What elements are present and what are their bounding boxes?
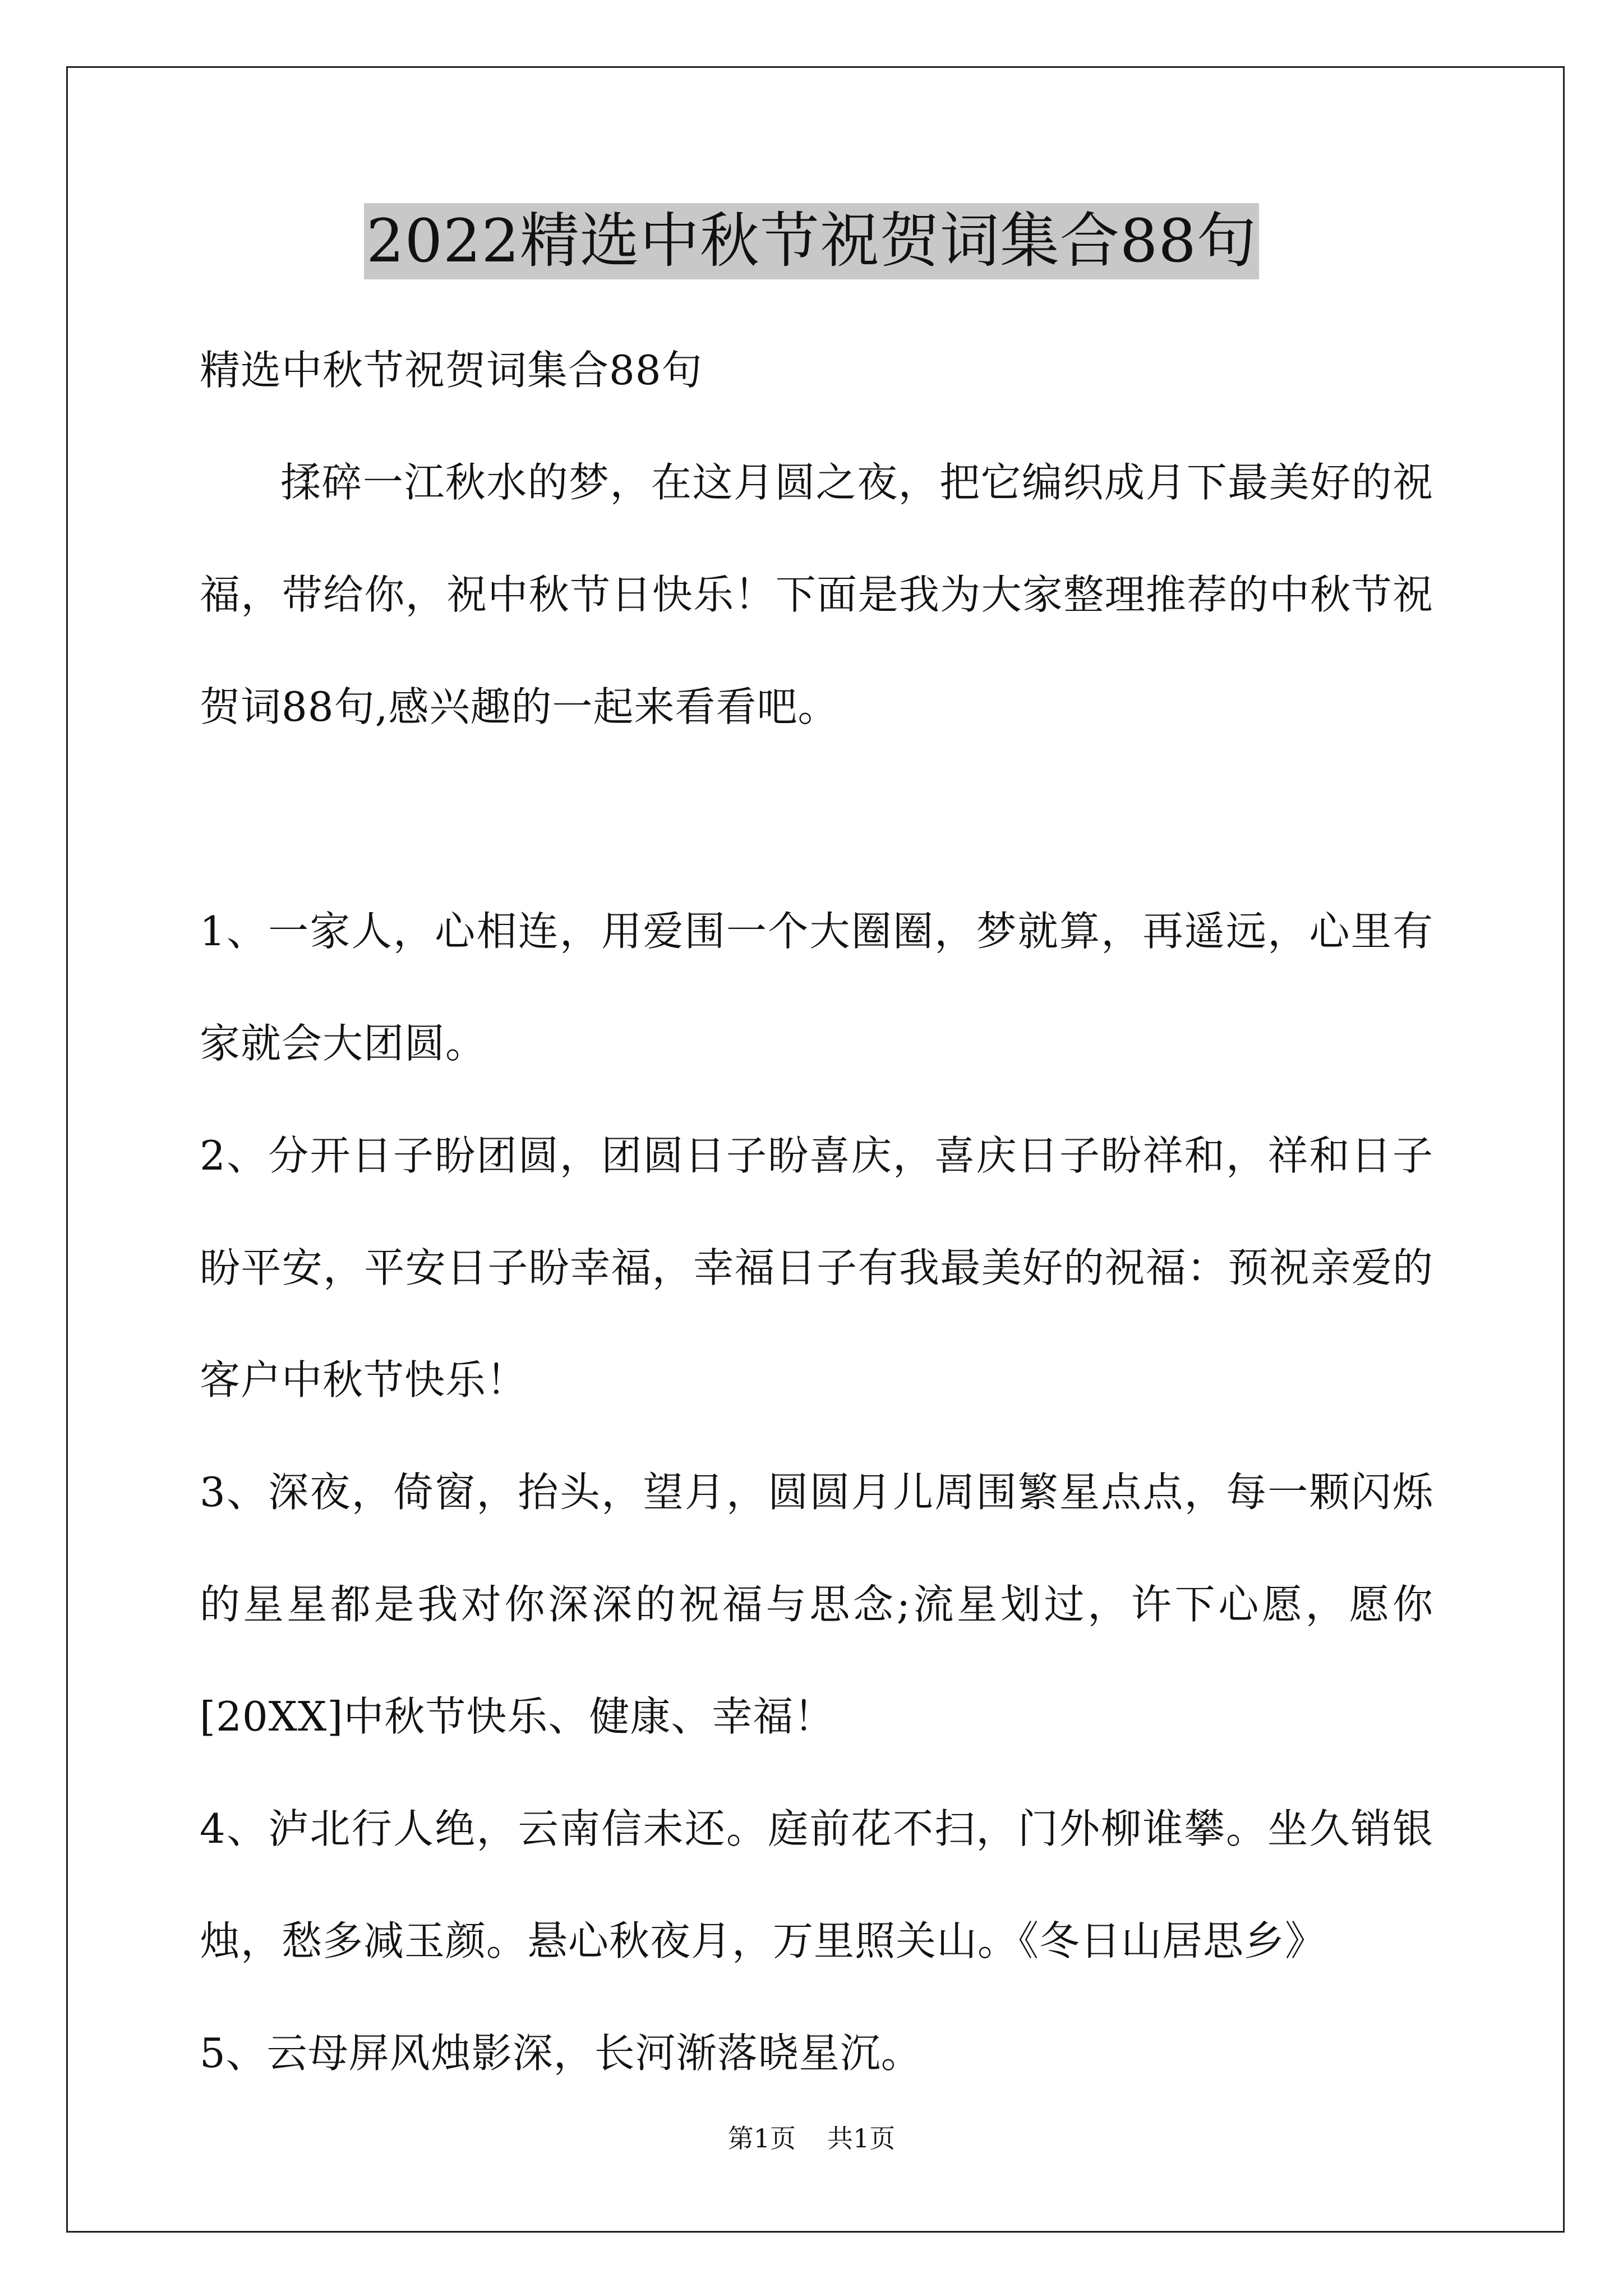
page-footer xyxy=(0,2122,1623,2155)
page-number-total: 共1页 xyxy=(827,2123,896,2154)
list-item: 4、泸北行人绝，云南信未还。庭前花不扫，门外柳谁攀。坐久销银烛，愁多减玉颜。悬心秋夜月，万里照关山。《冬日山居思乡》 xyxy=(200,1805,1433,1964)
page-number-current: 第1页 xyxy=(727,2123,796,2154)
document-body xyxy=(200,314,1433,2109)
paragraph-gap xyxy=(200,763,1433,875)
intro-paragraph: 揉碎一江秋水的梦，在这月圆之夜，把它编织成月下最美好的祝福，带给你，祝中秋节日快乐！下面是我为大家整理推荐的中秋节祝贺词88句,感兴趣的一起来看看吧。 xyxy=(200,459,1433,730)
title-container xyxy=(0,203,1623,279)
list-item: 3、深夜，倚窗，抬头，望月，圆圆月儿周围繁星点点，每一颗闪烁的星星都是我对你深深的祝福与思念;流星划过，许下心愿，愿你[20XX]中秋节快乐、健康、幸福！ xyxy=(200,1469,1433,1740)
list-item: 1、一家人，心相连，用爱围一个大圈圈，梦就算，再遥远，心里有家就会大团圆。 xyxy=(200,908,1433,1067)
document-title: 2022精选中秋节祝贺词集合88句 xyxy=(364,203,1259,279)
list-item: 5、云母屏风烛影深，长河渐落晓星沉。 xyxy=(200,2030,922,2077)
document-subtitle: 精选中秋节祝贺词集合88句 xyxy=(200,347,703,394)
list-item: 2、分开日子盼团圆，团圆日子盼喜庆，喜庆日子盼祥和，祥和日子盼平安，平安日子盼幸福，幸福日子有我最美好的祝福：预祝亲爱的客户中秋节快乐！ xyxy=(200,1132,1433,1404)
